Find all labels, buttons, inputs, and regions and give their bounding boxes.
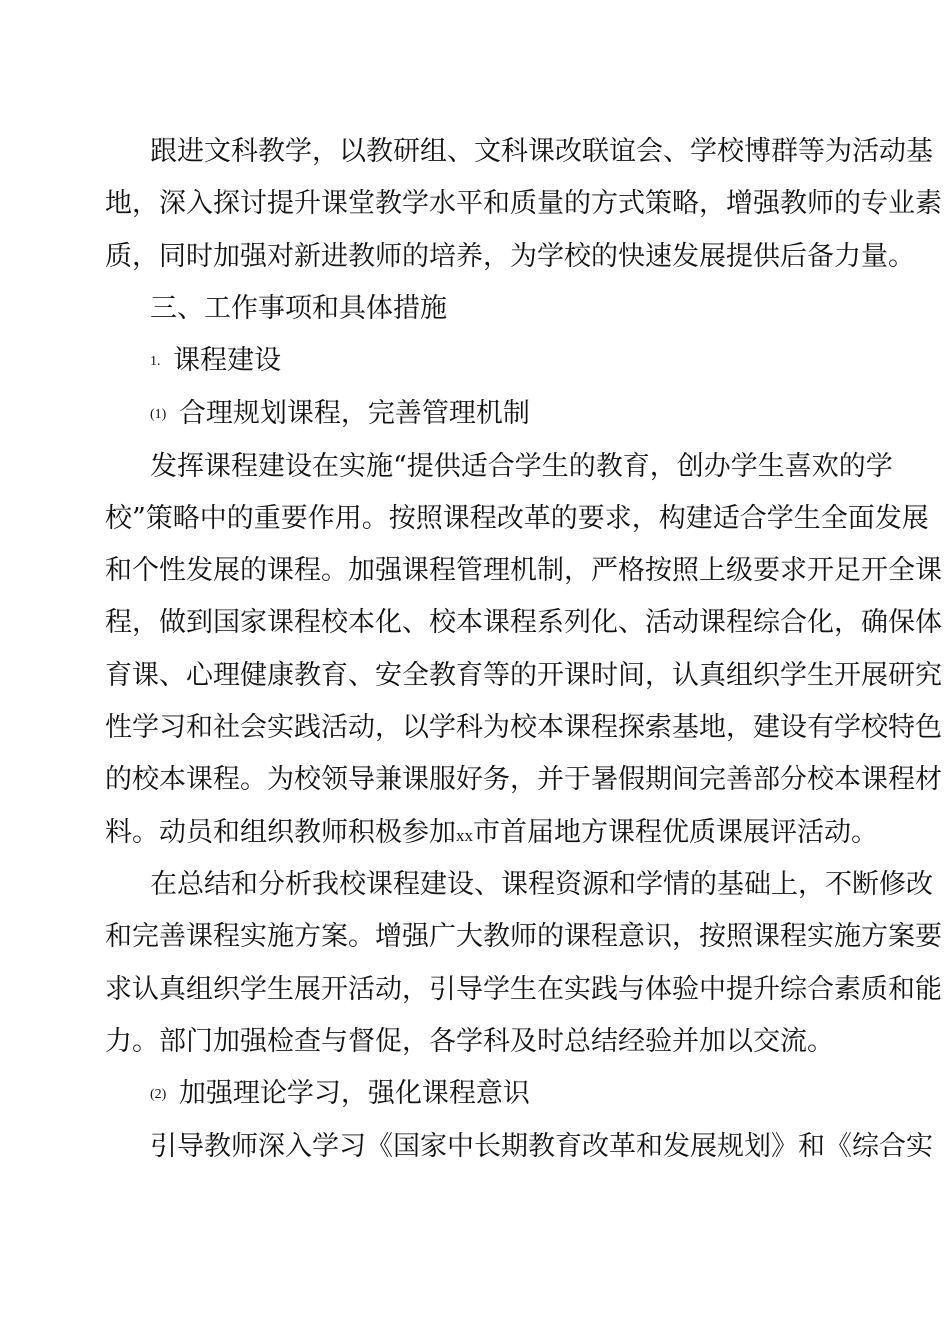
subsection-1-number: (1) [150, 406, 167, 422]
paragraph-3-line-2: 和完善课程实施方案。增强广大教师的课程意识，按照课程实施方案要 [105, 921, 942, 952]
paragraph-2-line-8 [105, 816, 878, 853]
paragraph-2-line-7: 的校本课程。为校领导兼课服好务，并于暑假期间完善部分校本课程材 [105, 764, 942, 795]
paragraph-3-line-4: 力。部门加强检查与督促，各学科及时总结经验并加以交流。 [105, 1026, 834, 1057]
paragraph-3-line-3: 求认真组织学生展开活动，引导学生在实践与体验中提升综合素质和能 [105, 974, 942, 1005]
paragraph-4-line-1: 引导教师深入学习《国家中长期教育改革和发展规划》和《综合实 [150, 1131, 933, 1162]
paragraph-2-line-5: 育课、心理健康教育、安全教育等的开课时间，认真组织学生开展研究 [105, 660, 942, 691]
paragraph-3-line-1: 在总结和分析我校课程建设、课程资源和学情的基础上，不断修改 [150, 869, 933, 900]
paragraph-2-line-8-part-a: 料。动员和组织教师积极参加 [105, 817, 456, 848]
subsection-2-number: (2) [150, 1086, 167, 1102]
item-1-heading [150, 344, 281, 379]
subsection-2-title: 加强理论学习，强化课程意识 [178, 1078, 530, 1109]
section-3-heading: 三、工作事项和具体措施 [150, 293, 447, 324]
paragraph-1-line-1: 跟进文科教学，以教研组、文科课改联谊会、学校博群等为活动基 [150, 136, 933, 167]
paragraph-2-line-8-part-b: 市首届地方课程优质课展评活动。 [473, 817, 878, 848]
paragraph-2-line-8-xx: xx [456, 826, 473, 845]
paragraph-2-line-2: 校”策略中的重要作用。按照课程改革的要求，构建适合学生全面发展 [105, 503, 929, 534]
paragraph-2-line-1: 发挥课程建设在实施“提供适合学生的教育，创办学生喜欢的学 [150, 451, 893, 482]
paragraph-1-line-2: 地，深入探讨提升课堂教学水平和质量的方式策略，增强教师的专业素 [105, 188, 942, 219]
paragraph-2-line-3: 和个性发展的课程。加强课程管理机制，严格按照上级要求开足开全课 [105, 555, 942, 586]
paragraph-1-line-3: 质，同时加强对新进教师的培养，为学校的快速发展提供后备力量。 [105, 241, 915, 272]
subsection-1-heading [150, 397, 530, 432]
subsection-1-title: 合理规划课程，完善管理机制 [178, 398, 530, 429]
paragraph-2-line-4: 程，做到国家课程校本化、校本课程系列化、活动课程综合化，确保体 [105, 607, 942, 638]
paragraph-2-line-6: 性学习和社会实践活动，以学科为校本课程探索基地，建设有学校特色 [105, 712, 942, 743]
item-1-number: 1. [150, 353, 161, 369]
subsection-2-heading [150, 1077, 530, 1112]
item-1-title: 课程建设 [173, 345, 282, 376]
